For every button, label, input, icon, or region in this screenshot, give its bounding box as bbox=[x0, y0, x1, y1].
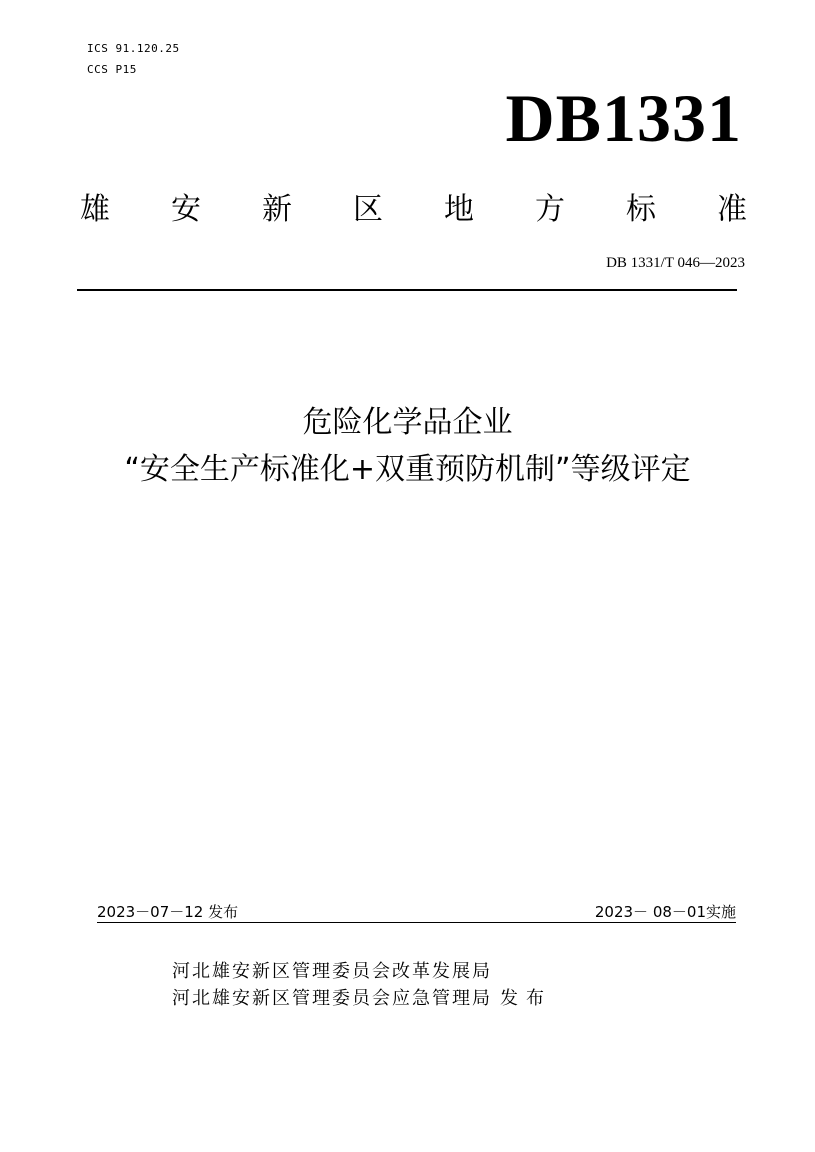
issuing-authorities bbox=[172, 958, 552, 1012]
issuer-line bbox=[172, 985, 552, 1012]
ccs-code: CCS P15 bbox=[87, 63, 137, 76]
standard-type-char: 新 bbox=[262, 192, 292, 227]
standard-number: DB 1331/T 046—2023 bbox=[606, 255, 745, 271]
standard-code: DB1331 bbox=[505, 80, 742, 156]
standard-type-char: 雄 bbox=[80, 192, 110, 227]
publish-date: 2023－07－12 发布 bbox=[97, 903, 239, 921]
document-title-line-1: 危险化学品企业 bbox=[302, 405, 513, 440]
date-line bbox=[97, 902, 736, 923]
standard-type-char: 地 bbox=[444, 192, 474, 227]
issuer-line: 河北雄安新区管理委员会改革发展局 bbox=[172, 961, 492, 982]
standard-type-char: 方 bbox=[535, 192, 565, 227]
document-title-line-2: “安全生产标准化+双重预防机制”等级评定 bbox=[124, 452, 691, 487]
standard-type-char: 标 bbox=[626, 192, 656, 227]
standard-type-heading bbox=[80, 190, 747, 230]
standard-type-char: 区 bbox=[353, 192, 383, 227]
ics-code: ICS 91.120.25 bbox=[87, 42, 180, 55]
header-divider bbox=[77, 289, 737, 291]
publish-word: 发布 bbox=[500, 988, 552, 1009]
standard-type-char: 准 bbox=[717, 192, 747, 227]
standard-type-char: 安 bbox=[171, 192, 201, 227]
issuer-name: 河北雄安新区管理委员会应急管理局 bbox=[172, 988, 492, 1009]
implementation-date: 2023－ 08－01实施 bbox=[594, 903, 736, 921]
